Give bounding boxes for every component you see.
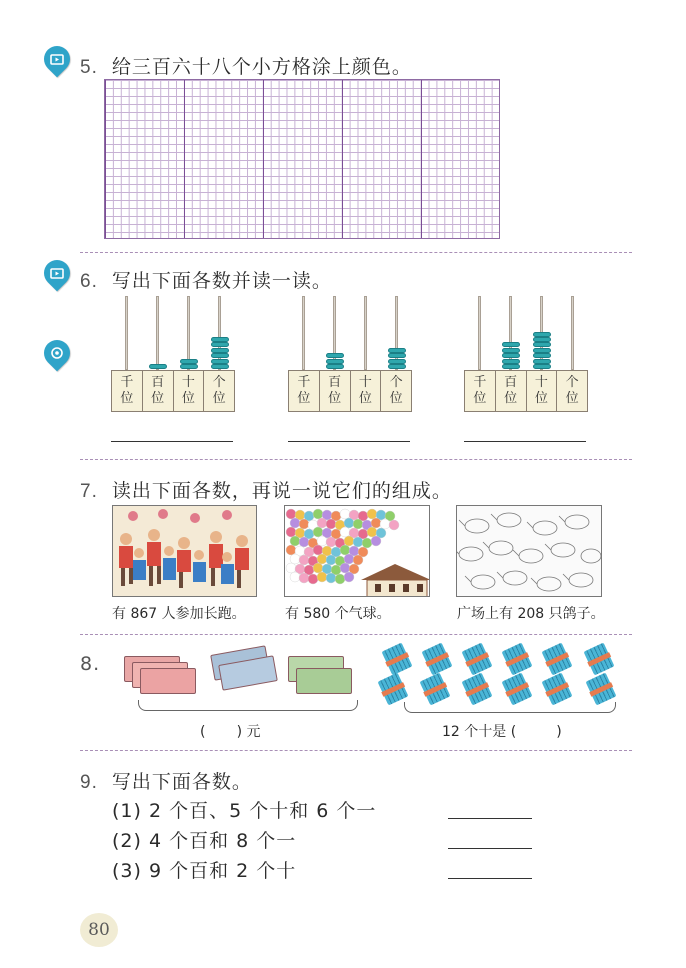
abacus-bead: [180, 359, 198, 364]
q9-item-2: (2) 4 个百和 8 个一: [112, 830, 297, 852]
balloon: [286, 527, 296, 537]
bracket-sticks: [404, 702, 616, 713]
stick-bundle-icon: [382, 643, 413, 676]
balloon: [317, 572, 327, 582]
place-value-label: [174, 371, 205, 411]
q6-number: 6.: [80, 271, 98, 292]
abacus-bead: [388, 353, 406, 358]
balloon: [353, 519, 363, 529]
place-value-top: 十: [358, 375, 372, 390]
place-value-top: 个: [212, 375, 226, 390]
balloons-svg: [285, 506, 430, 597]
abacus-rod: [478, 296, 481, 370]
balloon: [367, 527, 377, 537]
q9-item-1: (1) 2 个百、5 个十和 6 个一: [112, 800, 377, 822]
abacus-bead: [533, 332, 551, 337]
stick-bundle-icon: [542, 673, 573, 706]
place-value-top: 十: [181, 375, 195, 390]
balloon: [317, 518, 327, 528]
balloon: [344, 518, 354, 528]
abacus-bead: [326, 353, 344, 358]
abacus-bead: [326, 364, 344, 369]
place-value-label: [465, 371, 496, 411]
place-value-top: 百: [328, 375, 342, 390]
balloon: [290, 554, 300, 564]
balloon: [299, 555, 309, 565]
place-value-top: 百: [504, 375, 518, 390]
balloon: [340, 509, 350, 519]
caption-pigeons: 广场上有 208 只鸽子。: [457, 606, 605, 622]
section-divider: [80, 750, 632, 751]
abacus-bead: [533, 348, 551, 353]
place-value-bottom: 位: [120, 391, 134, 406]
place-value-top: 千: [473, 375, 487, 390]
q7-title: [80, 476, 452, 503]
q5-number: 5.: [80, 57, 98, 78]
abacus-bead: [211, 353, 229, 358]
abacus-bead: [211, 348, 229, 353]
balloon: [326, 555, 336, 565]
q5-text: 给三百六十八个小方格涂上颜色。: [111, 56, 412, 78]
place-value-label: [381, 371, 411, 411]
balloon: [308, 574, 318, 584]
q9-title: [80, 767, 252, 794]
coloring-grid[interactable]: [104, 79, 500, 239]
balloon: [371, 536, 381, 546]
balloon: [290, 536, 300, 546]
balloon: [367, 509, 377, 519]
sticks-answer[interactable]: 12 个十是 ( ): [442, 724, 562, 740]
pigeons-illustration: [456, 505, 602, 597]
balloon: [353, 555, 363, 565]
abacus-bead: [533, 364, 551, 369]
balloon: [299, 573, 309, 583]
abacus: [464, 296, 588, 446]
abacus-rod: [571, 296, 574, 370]
place-value-label: [527, 371, 558, 411]
abacus-bead: [502, 353, 520, 358]
answer-line[interactable]: [448, 818, 532, 819]
balloon: [335, 574, 345, 584]
balloon: [340, 563, 350, 573]
stick-bundle-icon: [542, 643, 573, 676]
stick-bundle-icon: [502, 673, 533, 706]
abacus-bead: [502, 342, 520, 347]
place-value-top: 千: [120, 375, 134, 390]
answer-line[interactable]: [288, 441, 410, 442]
stick-bundle-icon: [584, 643, 615, 676]
place-value-bottom: 位: [181, 391, 195, 406]
place-value-bottom: 位: [565, 391, 579, 406]
abacus-rod: [302, 296, 305, 370]
abacus-bead: [388, 348, 406, 353]
place-value-bottom: 位: [534, 391, 548, 406]
place-value-label: [143, 371, 174, 411]
stick-bundle-icon: [422, 643, 453, 676]
abacus-bead: [211, 359, 229, 364]
place-value-bottom: 位: [389, 391, 403, 406]
stick-bundle-icon: [378, 673, 409, 706]
video-pin-icon[interactable]: [39, 255, 76, 292]
balloon: [313, 509, 323, 519]
place-value-bottom: 位: [212, 391, 226, 406]
q9-text: 写出下面各数。: [111, 771, 252, 793]
balloon: [299, 519, 309, 529]
q7-number: 7.: [80, 481, 98, 502]
place-value-bottom: 位: [358, 391, 372, 406]
stick-bundle-icon: [502, 643, 533, 676]
banknote-100: [140, 668, 196, 694]
abacus-bead: [211, 337, 229, 342]
balloon: [380, 519, 390, 529]
section-divider: [80, 252, 632, 253]
balloon: [286, 563, 296, 573]
q9-number: 9.: [80, 772, 98, 793]
answer-line[interactable]: [111, 441, 233, 442]
balloon: [353, 537, 363, 547]
balloon: [317, 536, 327, 546]
place-value-bottom: 位: [504, 391, 518, 406]
video-pin-icon[interactable]: [39, 41, 76, 78]
stick-bundle-icon: [462, 643, 493, 676]
balloon: [326, 519, 336, 529]
place-value-label: [112, 371, 143, 411]
abacus-base: [464, 370, 588, 412]
abacus-bead: [533, 359, 551, 364]
balloon: [286, 509, 296, 519]
place-value-bottom: 位: [473, 391, 487, 406]
stick-bundle-icon: [586, 673, 617, 706]
place-value-label: [204, 371, 234, 411]
balloon: [313, 527, 323, 537]
place-value-bottom: 位: [151, 391, 165, 406]
place-value-label: [557, 371, 587, 411]
balloon: [344, 554, 354, 564]
abacus-bead: [533, 342, 551, 347]
section-divider: [80, 634, 632, 635]
place-value-label: [289, 371, 320, 411]
stick-bundle-icon: [420, 673, 451, 706]
balloon: [371, 518, 381, 528]
abacus-base: [111, 370, 235, 412]
q5-title: [80, 52, 412, 79]
abacus-bead: [211, 342, 229, 347]
q6-title: [80, 266, 332, 293]
interactive-pin-icon[interactable]: [39, 335, 76, 372]
abacus-bead: [180, 364, 198, 369]
abacus: [111, 296, 235, 446]
abacus-bead: [211, 364, 229, 369]
abacus-bead: [502, 364, 520, 369]
abacus-bead: [149, 364, 167, 369]
place-value-top: 百: [151, 375, 165, 390]
abacus-rod: [125, 296, 128, 370]
abacus-bead: [502, 348, 520, 353]
place-value-label: [320, 371, 351, 411]
abacus-base: [288, 370, 412, 412]
place-value-bottom: 位: [328, 391, 342, 406]
answer-line[interactable]: [448, 848, 532, 849]
caption-balloons: 有 580 个气球。: [285, 606, 391, 622]
place-value-bottom: 位: [297, 391, 311, 406]
abacus-rod: [156, 296, 159, 370]
balloon: [344, 572, 354, 582]
balloon: [317, 554, 327, 564]
balloon: [326, 573, 336, 583]
bracket-money: [138, 700, 358, 711]
q6-text: 写出下面各数并读一读。: [111, 270, 332, 292]
balloon: [313, 545, 323, 555]
abacus-bead: [388, 364, 406, 369]
abacus-bead: [388, 359, 406, 364]
q9-item-3: (3) 9 个百和 2 个十: [112, 860, 297, 882]
answer-line[interactable]: [448, 878, 532, 879]
balloon: [326, 537, 336, 547]
place-value-top: 个: [565, 375, 579, 390]
runners-illustration: [112, 505, 257, 597]
money-answer[interactable]: ( ) 元: [200, 724, 261, 740]
place-value-top: 千: [297, 375, 311, 390]
place-value-label: [496, 371, 527, 411]
balloon: [389, 520, 399, 530]
balloon: [299, 537, 309, 547]
page-number: 80: [80, 913, 118, 947]
answer-line[interactable]: [464, 441, 586, 442]
stick-bundle-icon: [462, 673, 493, 706]
q7-text: 读出下面各数，再说一说它们的组成。: [111, 480, 452, 502]
abacus: [288, 296, 412, 446]
place-value-top: 十: [534, 375, 548, 390]
place-value-top: 个: [389, 375, 403, 390]
caption-runners: 有 867 人参加长跑。: [112, 606, 246, 622]
abacus-bead: [326, 359, 344, 364]
abacus-bead: [533, 353, 551, 358]
q8-number: 8.: [80, 653, 101, 675]
balloon: [344, 536, 354, 546]
place-value-label: [351, 371, 382, 411]
abacus-bead: [533, 337, 551, 342]
balloon: [286, 545, 296, 555]
balloon: [340, 527, 350, 537]
section-divider: [80, 459, 632, 460]
balloon: [290, 572, 300, 582]
balloons-illustration: [284, 505, 430, 597]
abacus-bead: [502, 359, 520, 364]
balloon: [340, 545, 350, 555]
balloon: [362, 538, 372, 548]
balloon: [313, 563, 323, 573]
balloon: [290, 518, 300, 528]
banknote-1: [296, 668, 352, 694]
abacus-rod: [364, 296, 367, 370]
